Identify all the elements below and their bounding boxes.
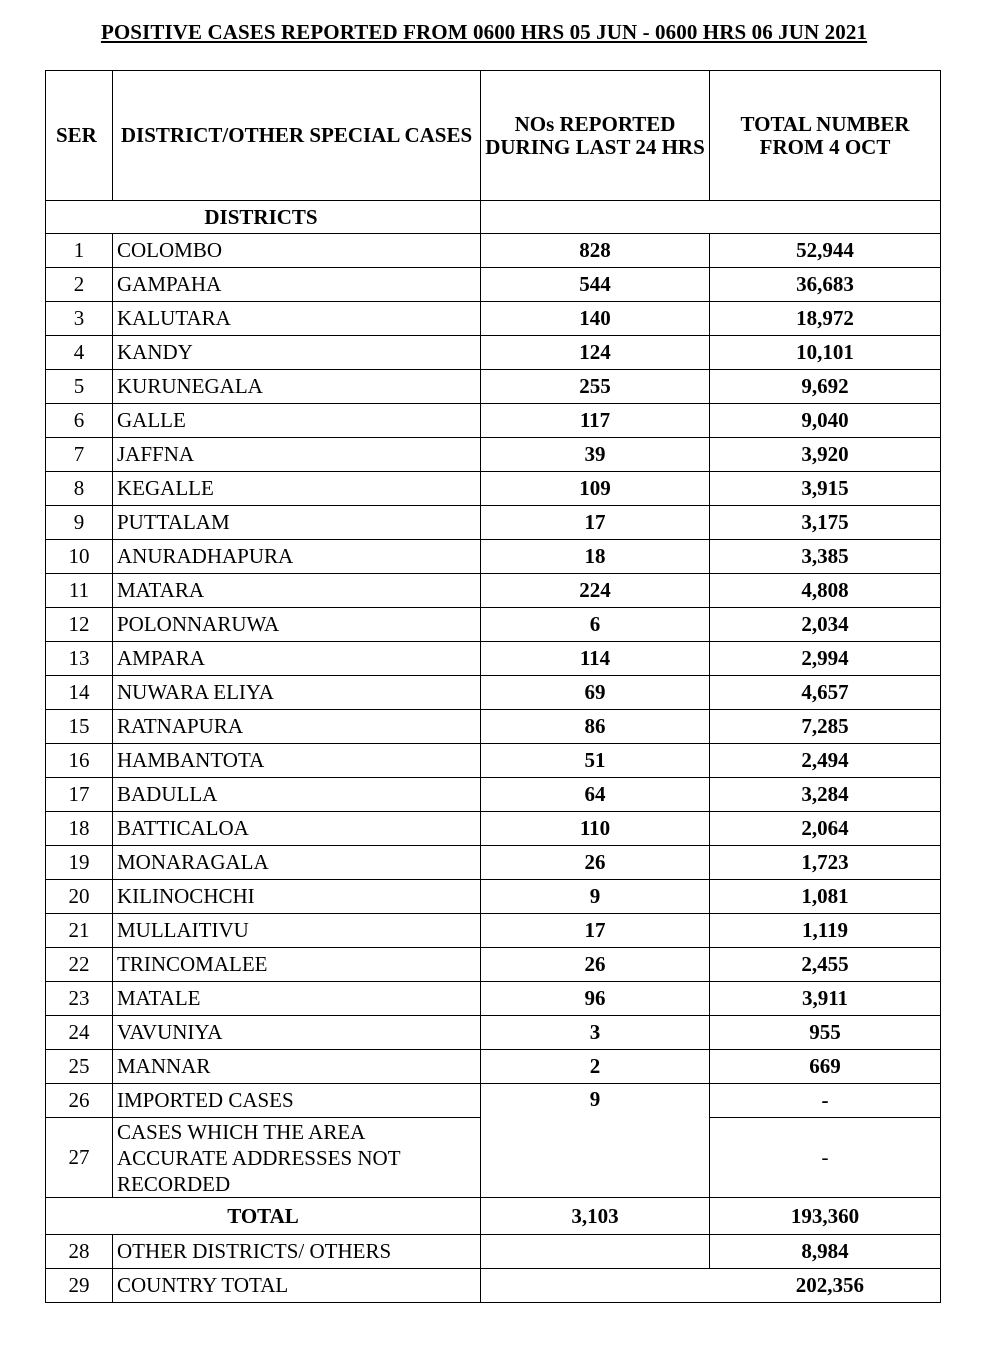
row-total: -: [710, 1084, 941, 1118]
table-row: [46, 744, 941, 778]
row-reported: 110: [481, 812, 710, 846]
row-reported: 544: [481, 268, 710, 302]
row-district-name: MONARAGALA: [113, 846, 481, 880]
cases-table: [45, 70, 941, 1303]
row-total: 2,064: [710, 812, 941, 846]
row-reported: 9: [481, 1084, 710, 1198]
row-ser: 23: [46, 982, 113, 1016]
row-district-name: NUWARA ELIYA: [113, 676, 481, 710]
row-total: 52,944: [710, 234, 941, 268]
total-row: [46, 1198, 941, 1235]
row-district-name: JAFFNA: [113, 438, 481, 472]
row-reported: 64: [481, 778, 710, 812]
row-reported: 26: [481, 948, 710, 982]
row-total: 669: [710, 1050, 941, 1084]
table-row: [46, 540, 941, 574]
row-district-name: VAVUNIYA: [113, 1016, 481, 1050]
row-ser: 15: [46, 710, 113, 744]
row-ser: 21: [46, 914, 113, 948]
header-ser: SER: [46, 71, 113, 201]
section-districts: DISTRICTS: [46, 201, 481, 234]
row-reported: 3: [481, 1016, 710, 1050]
row-district-name: MATARA: [113, 574, 481, 608]
table-row: [46, 370, 941, 404]
row-reported: 117: [481, 404, 710, 438]
row-ser: 10: [46, 540, 113, 574]
table-row: [46, 676, 941, 710]
table-row: [46, 778, 941, 812]
row-reported: 828: [481, 234, 710, 268]
header-district: DISTRICT/OTHER SPECIAL CASES: [113, 71, 481, 201]
country-total-row: [46, 1269, 941, 1303]
row-ser: 26: [46, 1084, 113, 1118]
row-total: 4,657: [710, 676, 941, 710]
row-district-name: KANDY: [113, 336, 481, 370]
country-name: COUNTRY TOTAL: [113, 1269, 481, 1303]
other-reported: [481, 1235, 710, 1269]
row-ser: 7: [46, 438, 113, 472]
report-title: POSITIVE CASES REPORTED FROM 0600 HRS 05 JUN - 0600 HRS 06 JUN 2021: [100, 20, 868, 44]
row-reported: 26: [481, 846, 710, 880]
row-total: 3,284: [710, 778, 941, 812]
row-district-name: POLONNARUWA: [113, 608, 481, 642]
row-reported: 140: [481, 302, 710, 336]
table-row: [46, 506, 941, 540]
table-row: [46, 1016, 941, 1050]
other-total: 8,984: [710, 1235, 941, 1269]
row-total: 1,081: [710, 880, 941, 914]
row-district-name: MANNAR: [113, 1050, 481, 1084]
header-reported: NOs REPORTED DURING LAST 24 HRS: [481, 71, 710, 201]
row-reported: 224: [481, 574, 710, 608]
row-total: 9,692: [710, 370, 941, 404]
row-reported: 69: [481, 676, 710, 710]
row-total: 955: [710, 1016, 941, 1050]
row-reported: 86: [481, 710, 710, 744]
table-row: [46, 710, 941, 744]
table-row: [46, 846, 941, 880]
table-row: [46, 302, 941, 336]
row-ser: 14: [46, 676, 113, 710]
row-reported: 17: [481, 506, 710, 540]
row-district-name: ANURADHAPURA: [113, 540, 481, 574]
table-row: [46, 336, 941, 370]
row-ser: 1: [46, 234, 113, 268]
table-row: [46, 982, 941, 1016]
row-total: 1,119: [710, 914, 941, 948]
row-district-name: KURUNEGALA: [113, 370, 481, 404]
table-row: [46, 574, 941, 608]
row-ser: 17: [46, 778, 113, 812]
table-row: [46, 914, 941, 948]
other-name: OTHER DISTRICTS/ OTHERS: [113, 1235, 481, 1269]
table-row: [46, 438, 941, 472]
row-reported: 2: [481, 1050, 710, 1084]
row-reported: 18: [481, 540, 710, 574]
row-total: 3,175: [710, 506, 941, 540]
row-reported: 114: [481, 642, 710, 676]
row-district-name: KEGALLE: [113, 472, 481, 506]
row-district-name: RATNAPURA: [113, 710, 481, 744]
other-districts-row: [46, 1235, 941, 1269]
row-district-name: IMPORTED CASES: [113, 1084, 481, 1118]
row-district-name: HAMBANTOTA: [113, 744, 481, 778]
row-ser: 22: [46, 948, 113, 982]
row-ser: 11: [46, 574, 113, 608]
row-total: 7,285: [710, 710, 941, 744]
row-ser: 8: [46, 472, 113, 506]
row-ser: 13: [46, 642, 113, 676]
table-row: [46, 608, 941, 642]
row-district-name: KALUTARA: [113, 302, 481, 336]
row-district-name: TRINCOMALEE: [113, 948, 481, 982]
row-ser: 4: [46, 336, 113, 370]
row-reported: 9: [481, 880, 710, 914]
row-district-name: MULLAITIVU: [113, 914, 481, 948]
row-total: 3,385: [710, 540, 941, 574]
table-row: [46, 1050, 941, 1084]
row-reported: 96: [481, 982, 710, 1016]
row-ser: 24: [46, 1016, 113, 1050]
row-reported: 6: [481, 608, 710, 642]
table-row: [46, 234, 941, 268]
row-total: 2,994: [710, 642, 941, 676]
row-district-name: CASES WHICH THE AREA ACCURATE ADDRESSES NOT RECORDED: [113, 1118, 481, 1198]
row-ser: 20: [46, 880, 113, 914]
row-total: 1,723: [710, 846, 941, 880]
row-district-name: BADULLA: [113, 778, 481, 812]
section-row: [46, 201, 941, 234]
row-total: 10,101: [710, 336, 941, 370]
row-ser: 12: [46, 608, 113, 642]
table-row: [46, 948, 941, 982]
row-district-name: COLOMBO: [113, 234, 481, 268]
table-row: [46, 268, 941, 302]
row-ser: 16: [46, 744, 113, 778]
row-district-name: MATALE: [113, 982, 481, 1016]
row-district-name: PUTTALAM: [113, 506, 481, 540]
total-label: TOTAL: [46, 1198, 481, 1235]
row-total: 9,040: [710, 404, 941, 438]
row-total: 3,920: [710, 438, 941, 472]
total-total: 193,360: [710, 1198, 941, 1235]
section-blank: [481, 201, 941, 234]
row-total: 36,683: [710, 268, 941, 302]
row-ser: 25: [46, 1050, 113, 1084]
table-row: [46, 404, 941, 438]
row-reported: 124: [481, 336, 710, 370]
row-total: 3,915: [710, 472, 941, 506]
country-total: 202,356: [481, 1269, 941, 1303]
row-ser: 18: [46, 812, 113, 846]
row-district-name: GAMPAHA: [113, 268, 481, 302]
table-row: [46, 642, 941, 676]
row-total: 3,911: [710, 982, 941, 1016]
total-reported: 3,103: [481, 1198, 710, 1235]
row-ser: 9: [46, 506, 113, 540]
row-reported: 255: [481, 370, 710, 404]
other-ser: 28: [46, 1235, 113, 1269]
table-row: [46, 880, 941, 914]
row-ser: 27: [46, 1118, 113, 1198]
row-total: 2,034: [710, 608, 941, 642]
row-district-name: KILINOCHCHI: [113, 880, 481, 914]
row-total: 2,455: [710, 948, 941, 982]
table-row: [46, 472, 941, 506]
row-reported: 109: [481, 472, 710, 506]
row-total: 4,808: [710, 574, 941, 608]
table-row: [46, 1084, 941, 1118]
table-header-row: [46, 71, 941, 201]
row-total: 18,972: [710, 302, 941, 336]
row-total: 2,494: [710, 744, 941, 778]
table-row: [46, 812, 941, 846]
row-reported: 39: [481, 438, 710, 472]
row-district-name: BATTICALOA: [113, 812, 481, 846]
row-ser: 2: [46, 268, 113, 302]
header-total: TOTAL NUMBER FROM 4 OCT: [710, 71, 941, 201]
country-ser: 29: [46, 1269, 113, 1303]
row-district-name: GALLE: [113, 404, 481, 438]
row-ser: 5: [46, 370, 113, 404]
row-ser: 6: [46, 404, 113, 438]
row-district-name: AMPARA: [113, 642, 481, 676]
row-reported: 51: [481, 744, 710, 778]
row-ser: 19: [46, 846, 113, 880]
row-ser: 3: [46, 302, 113, 336]
row-total: -: [710, 1118, 941, 1198]
row-reported: 17: [481, 914, 710, 948]
